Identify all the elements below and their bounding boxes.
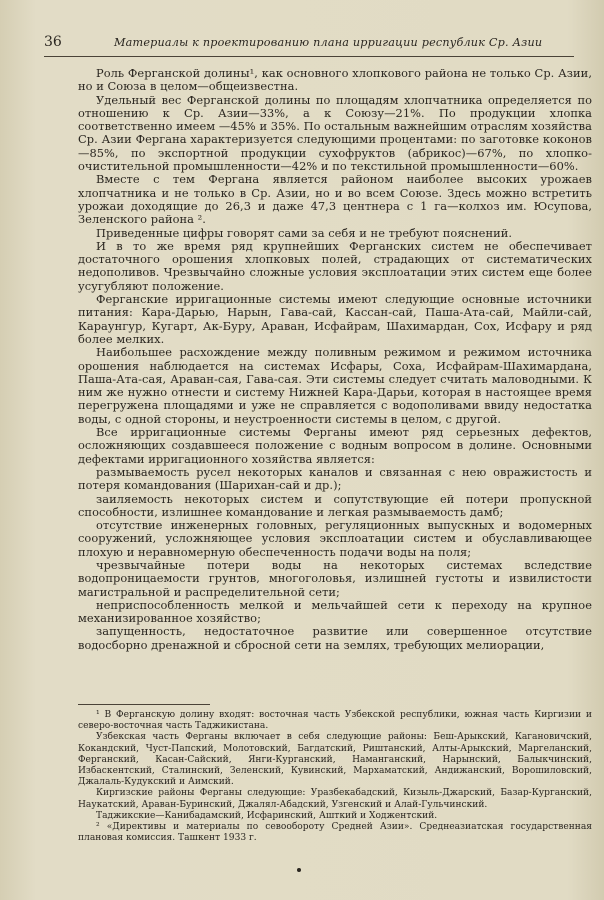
paragraph: Ферганские ирригационные системы имеют следующие основные источники питания: Кара-Дарью, Нарын, Гава-сай, Кассан-сай, Паша-Ата-сай, Майли-сай, Караунгур, Кугарт, Ак-Буру, Араван, Исфайрам, Шахимардан, Сох, Исфару и ряд более мелких. — [78, 292, 592, 346]
paragraph: Удельный вес Ферганской долины по площадям хлопчатника определяется по отношению к Ср. Азии—33%, а к Союзу—21%. По продукции хлопка соответственно имеем —45% и 35%. По остальным важнейшим отраслям хозяйства Ср. Азии Фергана характеризуется следующими процентами: по заготовке коконов—85%, по экспортной продукции сухофруктов (абрикос)—67%, по хлопко-очистительной промышленности—42% и по текстильной промышленности—60%. — [78, 92, 592, 174]
footnote-divider — [78, 704, 210, 705]
running-title: Материалы к проектированию плана ирригации республик Ср. Азии — [114, 36, 543, 49]
paragraph: заиляемость некоторых систем и сопутствующие ей потери пропускной способности, излишнее командование и легкая размываемость дамб; — [78, 491, 592, 519]
footnotes — [78, 710, 592, 844]
paragraph: Все ирригационные системы Ферганы имеют ряд серьезных дефектов, осложняющих создавшееся положение с водным вопросом в долине. Основными дефектами ирригационного хозяйства является: — [78, 425, 592, 466]
footnote: Узбекская часть Ферганы включает в себя следующие районы: Беш-Арыкский, Кагановичский, Кокандский, Чуст-Папский, Молотовский, Багдатский, Риштанский, Алты-Арыкский, Маргеланский, Ферганский, Касан-Сайский, Янги-Курганский, Наманганский, Нарынский, Балыкчинский, Избаскентский, Сталинский, Зеленский, Кувинский, Мархаматский, Андижанский, Ворошиловский, Джалаль-Кудукский и Аимский. — [78, 732, 592, 788]
footnote: ¹ В Ферганскую долину входят: восточная часть Узбекской республики, южная часть Киргизии и северо-восточная часть Таджикистана. — [78, 710, 592, 732]
paragraph: Роль Ферганской долины¹, как основного хлопкового района не только Ср. Азии, но и Союза в целом—общеизвестна. — [78, 66, 592, 94]
paragraph: отсутствие инженерных головных, регуляционных выпускных и водомерных сооружений, усложняющее условия эксплоатации систем и обуславливающее плохую и неравномерную обеспеченность подачи воды на поля; — [78, 518, 592, 559]
footnote: Киргизские районы Ферганы следующие: Уразбекабадский, Кизыль-Джарский, Базар-Курганский, Наукатский, Араван-Буринский, Джалял-Абадский, Узгенский и Алай-Гульчинский. — [78, 788, 592, 810]
paragraph: Приведенные цифры говорят сами за себя и не требуют пояснений. — [96, 225, 513, 240]
paragraph: Наибольшее расхождение между поливным режимом и режимом источника орошения наблюдается на системах Исфары, Соха, Исфайрам-Шахимардана, Паша-Ата-сая, Араван-сая, Гава-сая. Эти системы следует считать маловодными. К ним же нужно отнести и систему Нижней Кара-Дарьи, которая в настоящее время перегружена площадями и уже не справляется с водополивами ввиду недостатка воды, с одной стороны, и неустроенности системы в целом, с другой. — [78, 345, 592, 426]
ink-dot — [297, 868, 301, 872]
paragraph: чрезвычайные потери воды на некоторых системах вследствие водопроницаемости грунтов, многоголовья, излишней густоты и извилистости магистральной и распределительной сети; — [78, 557, 592, 599]
footnote: ² «Директивы и материалы по севообороту Средней Азии». Среднеазиатская государственная плановая комиссия. Ташкент 1933 г. — [78, 822, 592, 844]
page-number: 36 — [44, 34, 62, 50]
page-header — [44, 34, 574, 57]
main-text — [78, 67, 592, 652]
paragraph: размываемость русел некоторых каналов и связанная с нею овражистость и потеря командования (Шарихан-сай и др.); — [78, 464, 592, 493]
footnote: Таджикские—Канибадамский, Исфаринский, Ашткий и Ходжентский. — [96, 810, 438, 821]
paragraph: неприспособленность мелкой и мельчайшей сети к переходу на крупное механизированное хозяйство; — [78, 597, 592, 626]
paragraph: Вместе с тем Фергана является районом наиболее высоких урожаев хлопчатника и не только в Ср. Азии, но и во всем Союзе. Здесь можно встретить урожаи доходящие до 26,3 и даже 47,3 центнера с 1 га—колхоз им. Юсупова, Зеленского района ². — [78, 172, 592, 227]
paragraph: И в то же время ряд крупнейших Ферганских систем не обеспечивает достаточного орошения хлопковых полей, страдающих от систематических недополивов. Чрезвычайно сложные условия эксплоатации этих систем еще более усугубляют положение. — [78, 238, 592, 293]
paragraph: запущенность, недостаточное развитие или совершенное отсутствие водосборно дренажной и сбросной сети на землях, требующих мелиорации, — [78, 624, 592, 652]
